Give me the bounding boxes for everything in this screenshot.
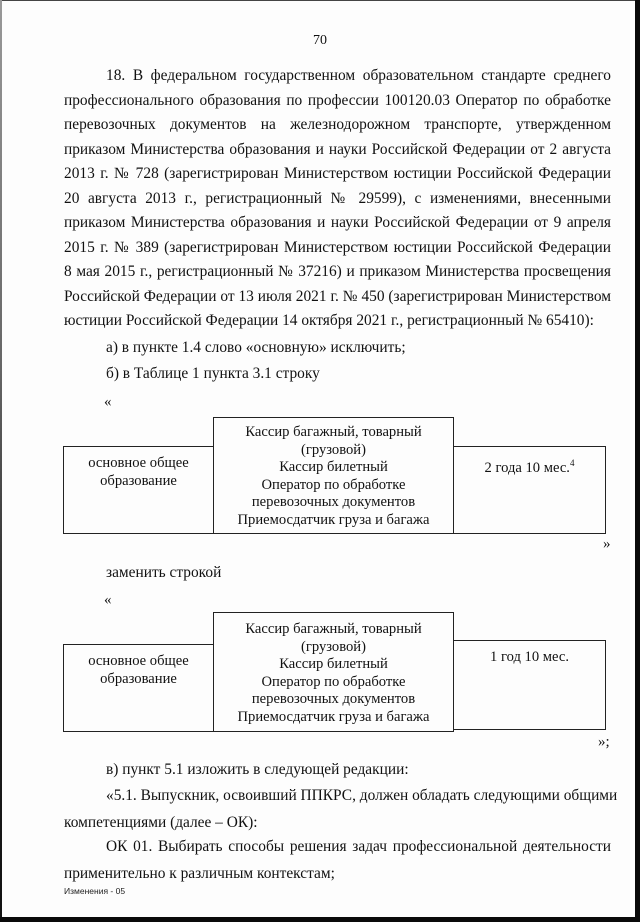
scan-edge-bottom (0, 917, 640, 922)
table-new-education-cell (63, 644, 214, 732)
close-quote-new: »; (598, 734, 610, 750)
scan-edge-top (0, 0, 640, 1)
cell-text: образование (100, 670, 177, 687)
text-line: 2015 г. № 389 (зарегистрирован Министерством юстиции Российской Федерации (64, 238, 611, 256)
duration-text: 2 года 10 мес. (484, 459, 570, 476)
table-old-education-cell (63, 446, 214, 534)
text-line: ОК 01. Выбирать способы решения задач профессиональной деятельности (106, 838, 611, 855)
footnote-marker: 4 (569, 458, 575, 468)
paragraph-5-1 (64, 784, 618, 835)
item-a-text: а) в пункте 1.4 слово «основную» исключить; (106, 339, 406, 356)
open-quote-new: « (104, 592, 112, 608)
replace-with (64, 561, 611, 586)
cell-text: Приемосдатчик груза и багажа (237, 511, 430, 528)
cell-text: Кассир багажный, товарный (245, 621, 422, 637)
item-b-text: б) в Таблице 1 пункта 3.1 строку (106, 365, 320, 382)
cell-text: Кассир багажный, товарный (245, 424, 422, 440)
text-line: 8 мая 2015 г., регистрационный № 37216) и приказом Министерства просвещения (64, 263, 611, 280)
open-quote-old: « (104, 394, 112, 410)
cell-text: Оператор по обработке (261, 673, 406, 690)
cell-text: перевозочных документов (251, 691, 416, 708)
item-b (64, 362, 611, 387)
text-line: перевозочных документов на железнодорожном транспорте, утвержденном (64, 116, 611, 133)
text-line: компетенциями (далее – ОК): (64, 813, 258, 831)
cell-text: основное общее (88, 455, 189, 471)
text-line: 18. В федеральном государственном образовательном стандарте среднего (106, 67, 611, 84)
text-line: профессионального образования по профессии 100120.03 Оператор по обработке (64, 91, 611, 109)
cell-text: Кассир билетный (279, 656, 388, 673)
cell-text: 1 год 10 мес. (490, 649, 569, 665)
text-line: приказом Министерства образования и науки Российской Федерации от 9 апреля (64, 214, 611, 231)
text-line: «5.1. Выпускник, освоивший ППКРС, должен обладать следующими общими (106, 787, 618, 804)
table-new-professions-cell (213, 612, 454, 732)
cell-text: Оператор по обработке (261, 476, 406, 493)
scan-edge-right (635, 0, 640, 922)
text-line: применительно к различным контекстам; (64, 864, 335, 882)
close-quote-old: » (603, 536, 611, 552)
table-old-duration-cell (453, 446, 606, 534)
text-line: 2013 г. № 728 (зарегистрирован Министерством юстиции Российской Федерации (64, 165, 611, 182)
cell-text: (грузовой) (301, 441, 366, 458)
ok-01 (64, 835, 611, 886)
cell-text: (грузовой) (301, 638, 366, 655)
item-a (64, 336, 611, 361)
text-line: 20 августа 2013 г., регистрационный № 29599), с изменениями, внесенными (64, 189, 611, 207)
cell-text: образование (100, 472, 177, 489)
table-new-duration-cell (453, 640, 606, 730)
cell-text (454, 455, 605, 477)
text-line: юстиции Российской Федерации 14 октября 2021 г., регистрационный № 65410): (64, 312, 594, 329)
page-number: 70 (313, 33, 327, 48)
text-line: приказом Министерства образования и науки Российской Федерации от 2 августа (64, 140, 611, 158)
footer-note: Изменения - 05 (64, 886, 126, 896)
item-v-text: в) пункт 5.1 изложить в следующей редакции: (106, 761, 409, 778)
cell-text: основное общее (88, 653, 189, 669)
replace-with-text: заменить строкой (106, 564, 222, 581)
table-old-professions-cell (213, 417, 454, 534)
scan-edge-left (0, 0, 2, 922)
item-v (64, 758, 611, 783)
text-line: Российской Федерации от 13 июля 2021 г. № 450 (зарегистрирован Министерством (64, 287, 611, 305)
paragraph-18 (64, 64, 611, 334)
cell-text: Кассир билетный (279, 459, 388, 476)
cell-text: перевозочных документов (251, 494, 416, 511)
cell-text: Приемосдатчик груза и багажа (237, 708, 430, 725)
